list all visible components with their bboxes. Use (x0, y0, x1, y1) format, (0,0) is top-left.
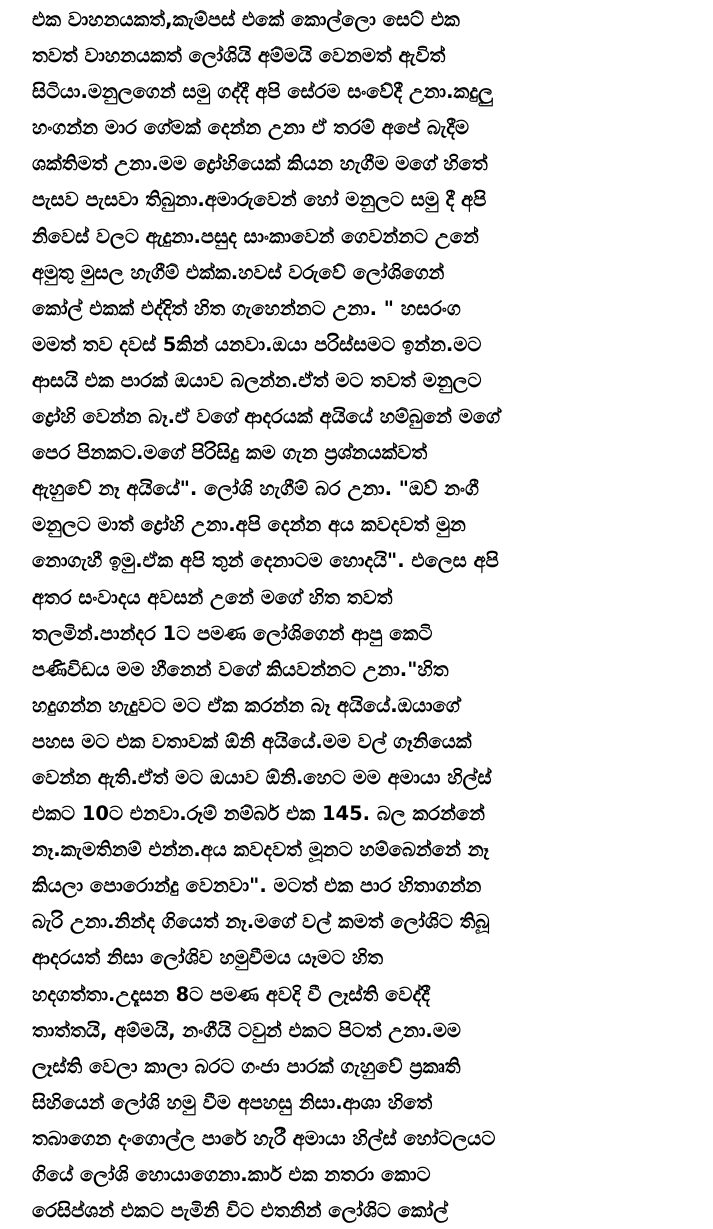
text-line: තවත් වාහනයකත් ලෝශියි අම්මයි වෙනමත් ඇවිත් (32, 44, 446, 68)
text-line: ඇහුවේ නෑ අයියේ". ලෝශි හැගීම් බර උනා. "ඔව් නංගී (32, 477, 479, 501)
text-line: හදුගන්න හැදුවට මට ඒක කරන්න බෑ අයියේ.ඔයාගේ (32, 693, 460, 717)
text-line: ආදරයත් නිසා ලෝශිව හමුවීමය යෑමට හිත (32, 946, 384, 970)
text-line: අතර සංවාදය අවසන් උනේ මගේ හිත තවත් (32, 585, 393, 609)
text-line: එකට 10ට එනවා.රූම් නම්බර් එක 145. බල කරන්නේ (32, 802, 486, 826)
text-line: රෙසිප්ශන් එකට පැමිනි විට එතනින් ලෝශිට කෝල් (32, 1199, 449, 1223)
text-line: මනුලට මාත් ද්‍රෝහි උනා.අපි දෙන්න අය කවදවත් මුන (32, 513, 466, 537)
text-line: නොගැහී ඉමු.ඒක අපි තුන් දෙනාටම හොදයි". එලෙස අපි (32, 549, 499, 573)
text-line: තලමින්.පාන්දර 1ට පමණ ලෝශිගෙන් ආපු කෙටි (32, 621, 433, 645)
text-line: මමත් තව දවස් 5කින් යනවා.ඔයා පරිස්සමට ඉන්න.මට (32, 332, 482, 356)
text-line: සිහියෙන් ලෝශි හමු වීම අපහසු නිසා.ආශා හිතේ (32, 1090, 433, 1114)
text-line: එක වාහනයකත්,කැම්පස් එකේ කොල්ලො සෙට් එක (32, 8, 460, 31)
text-line: ද්‍රෝහි වෙන්න බෑ.ඒ වගේ ආදරයක් අයියේ හම්බුනේ මගේ (32, 405, 501, 429)
text-line: තබාගෙන දංගොල්ල පාරේ හැරී අමායා හිල්ස් හෝටලයට (32, 1126, 496, 1150)
text-line: නිවෙස් වලට ඇදුනා.පසුද සාංකාවෙන් ගෙවන්නට උනේ (32, 224, 479, 248)
text-line: ගියේ ලෝශි හොයාගෙනා.කාර් එක නතරා කොට (32, 1163, 431, 1186)
text-line: වෙන්න ඇති.ඒත් මට ඔයාව ඕනි.හෙට මම අමායා හිල්ස් (32, 765, 492, 789)
text-line: පෙර පිනකට.මගේ පිරිසිදු කම ගැන ප්‍රශ්නයක්වත් (32, 441, 428, 465)
text-line: ලෑස්ති වෙලා කාලා බරට ගංජා පාරක් ගැහුවේ ප්‍රකෘති (32, 1054, 461, 1078)
text-line: කියලා පොරොන්දු වෙනවා". මටත් එක පාර හිතාගන්න (32, 874, 482, 898)
text-line: සිටියා.මනුලගෙන් සමු ගද්දී අපි සේරම සංවේදී උනා.කදුලු (32, 80, 493, 104)
story-text-body (32, 2, 708, 1229)
text-line: බැරි උනා.නින්ද ගියෙත් නෑ.මගේ වල් කමත් ලෝශිට තිබූ (32, 910, 490, 934)
text-line: හදගත්තා.උදෑසන 8ට පමණ අවදි වී ලෑස්ති වෙද්දී (32, 982, 430, 1006)
text-line: කෝල් එකක් එද්දිත් හිත ගැහෙන්නට උනා. " හසරංග (32, 296, 461, 320)
text-line: පැසව පැසවා තිබුනා.අමාරුවෙන් හෝ මනුලට සමු දී අපි (32, 188, 487, 212)
text-line: ආසයි එක පාරක් ඔයාව බලන්න.ඒත් මට තවත් මනුලට (32, 368, 482, 392)
text-line: පහස මට එක වතාවක් ඕනි අයියේ.මම වල් ගෑනියෙක් (32, 729, 472, 753)
text-line: තාත්තයි, අම්මයි, නංගීයි ටවුන් එකට පිටත් උනා.මම (32, 1018, 461, 1042)
text-line: නෑ.කැමතිනම් එන්න.අය කවදවත් මූනට හම්බෙන්නේ නෑ (32, 838, 489, 862)
text-line: ශක්තිමත් උනා.මම ද්‍රෝහියෙක් කියන හැගීම මගේ හිතේ (32, 152, 488, 176)
text-line: පණිවිඩය මම හීනෙන් වගේ කියවන්නට උනා."හිත (32, 657, 449, 681)
text-line: හංගන්න මාර ගේමක් දෙන්න උනා ඒ තරම් අපේ බැදීම (32, 116, 469, 140)
text-line: අමුතු මුසල හැගීම් එක්ක.හවස් වරුවේ ලෝශිගෙන් (32, 260, 445, 284)
